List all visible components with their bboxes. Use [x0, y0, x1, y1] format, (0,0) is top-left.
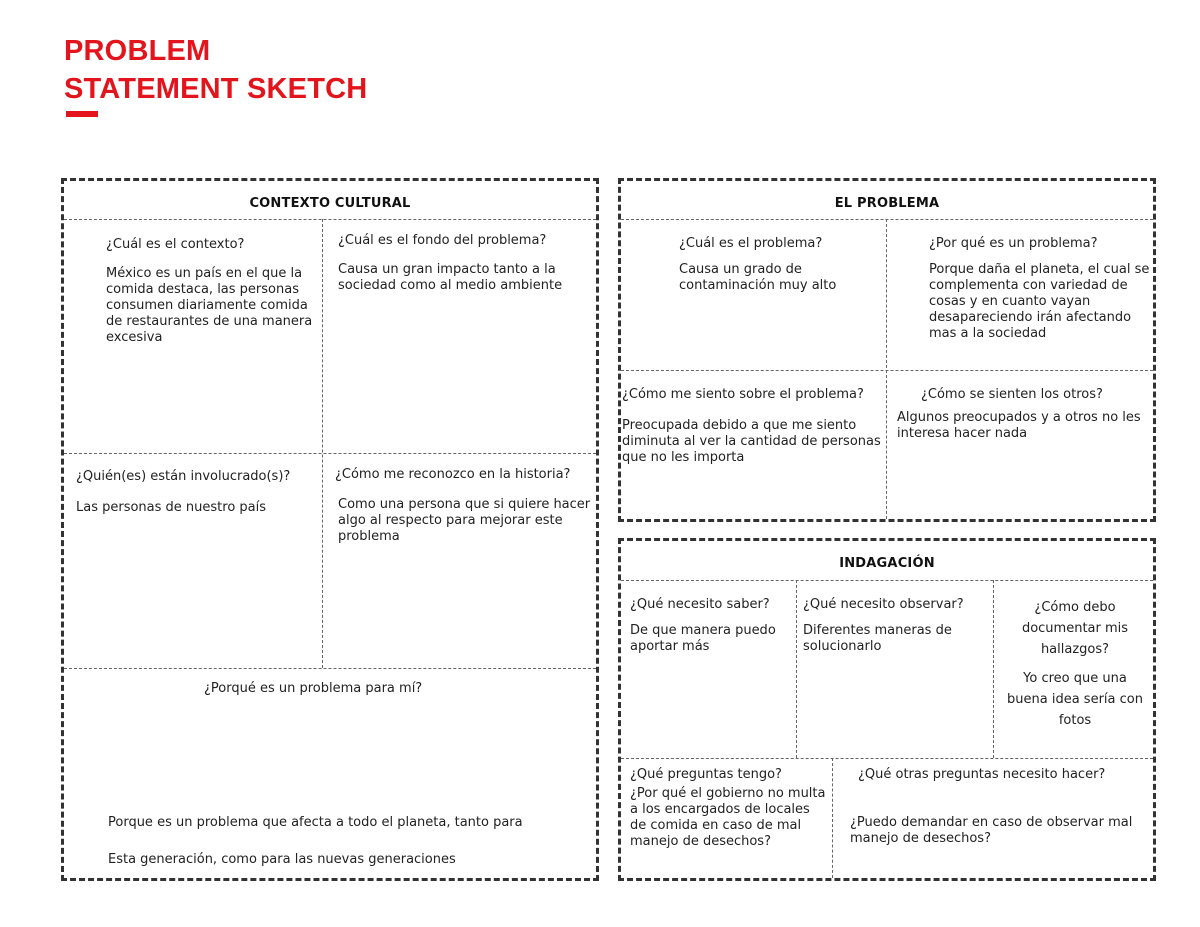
- contexto-answer: México es un país en el que la comida destaca, las personas consumen diariamente comida de restaurantes de una manera excesiva: [106, 266, 313, 345]
- preguntas-tengo-answer: ¿Por qué el gobierno no multa a los encargados de locales de comida en caso de mal manejo de desechos?: [630, 786, 826, 849]
- title-accent-bar: [66, 111, 98, 117]
- divider: [832, 758, 833, 878]
- title-line-2: STATEMENT SKETCH: [64, 73, 368, 105]
- divider: [621, 580, 1153, 581]
- contexto-cultural-panel: [61, 178, 599, 881]
- divider: [621, 219, 1153, 220]
- problema-para-mi-answer-line2: Esta generación, como para las nuevas generaciones: [108, 852, 456, 867]
- cual-problema-answer: Causa un grado de contaminación muy alto: [679, 262, 837, 293]
- indagacion-panel: [618, 538, 1156, 881]
- divider: [621, 370, 1153, 371]
- otras-preguntas-question: ¿Qué otras preguntas necesito hacer?: [858, 767, 1106, 782]
- page-title: [64, 32, 367, 108]
- involucrados-question: ¿Quién(es) están involucrado(s)?: [76, 469, 291, 484]
- divider: [64, 453, 596, 454]
- necesito-saber-question: ¿Qué necesito saber?: [630, 597, 770, 612]
- contexto-cultural-title: CONTEXTO CULTURAL: [249, 196, 411, 211]
- indagacion-title: INDAGACIÓN: [839, 556, 935, 571]
- cual-problema-question: ¿Cuál es el problema?: [679, 236, 823, 251]
- divider: [886, 219, 887, 519]
- title-line-1: PROBLEM: [64, 35, 211, 67]
- divider: [621, 758, 1153, 759]
- el-problema-title: EL PROBLEMA: [834, 196, 940, 211]
- historia-question: ¿Cómo me reconozco en la historia?: [335, 467, 571, 482]
- necesito-saber-answer: De que manera puedo aportar más: [630, 623, 776, 654]
- involucrados-answer: Las personas de nuestro país: [76, 500, 267, 515]
- como-me-siento-answer: Preocupada debido a que me siento diminuta al ver la cantidad de personas que no les importa: [622, 418, 881, 465]
- como-se-sienten-question: ¿Cómo se sienten los otros?: [921, 387, 1103, 402]
- divider: [322, 219, 323, 668]
- como-me-siento-question: ¿Cómo me siento sobre el problema?: [622, 387, 864, 402]
- historia-answer: Como una persona que si quiere hacer algo al respecto para mejorar este problema: [338, 497, 591, 544]
- como-se-sienten-answer: Algunos preocupados y a otros no les interesa hacer nada: [897, 410, 1141, 441]
- documentar-question: ¿Cómo debo documentar mis hallazgos?: [1021, 600, 1129, 657]
- problema-para-mi-answer-line1: Porque es un problema que afecta a todo el planeta, tanto para: [108, 815, 523, 830]
- necesito-observar-question: ¿Qué necesito observar?: [803, 597, 964, 612]
- por-que-problema-answer: Porque daña el planeta, el cual se complementa con variedad de cosas y en cuanto vayan desapareciendo irán afectando mas a la sociedad: [929, 262, 1150, 341]
- el-problema-panel: [618, 178, 1156, 522]
- divider: [64, 668, 596, 669]
- preguntas-tengo-question: ¿Qué preguntas tengo?: [630, 767, 782, 782]
- divider: [993, 580, 994, 758]
- fondo-answer: Causa un gran impacto tanto a la sociedad como al medio ambiente: [338, 262, 563, 293]
- documentar-answer: Yo creo que una buena idea sería con fotos: [1007, 671, 1143, 728]
- otras-preguntas-answer: ¿Puedo demandar en caso de observar mal manejo de desechos?: [850, 815, 1133, 846]
- problema-para-mi-question: ¿Porqué es un problema para mí?: [204, 681, 423, 696]
- fondo-question: ¿Cuál es el fondo del problema?: [338, 233, 547, 248]
- contexto-question: ¿Cuál es el contexto?: [106, 237, 245, 252]
- divider: [64, 219, 596, 220]
- divider: [796, 580, 797, 758]
- necesito-observar-answer: Diferentes maneras de solucionarlo: [803, 623, 952, 654]
- por-que-problema-question: ¿Por qué es un problema?: [929, 236, 1098, 251]
